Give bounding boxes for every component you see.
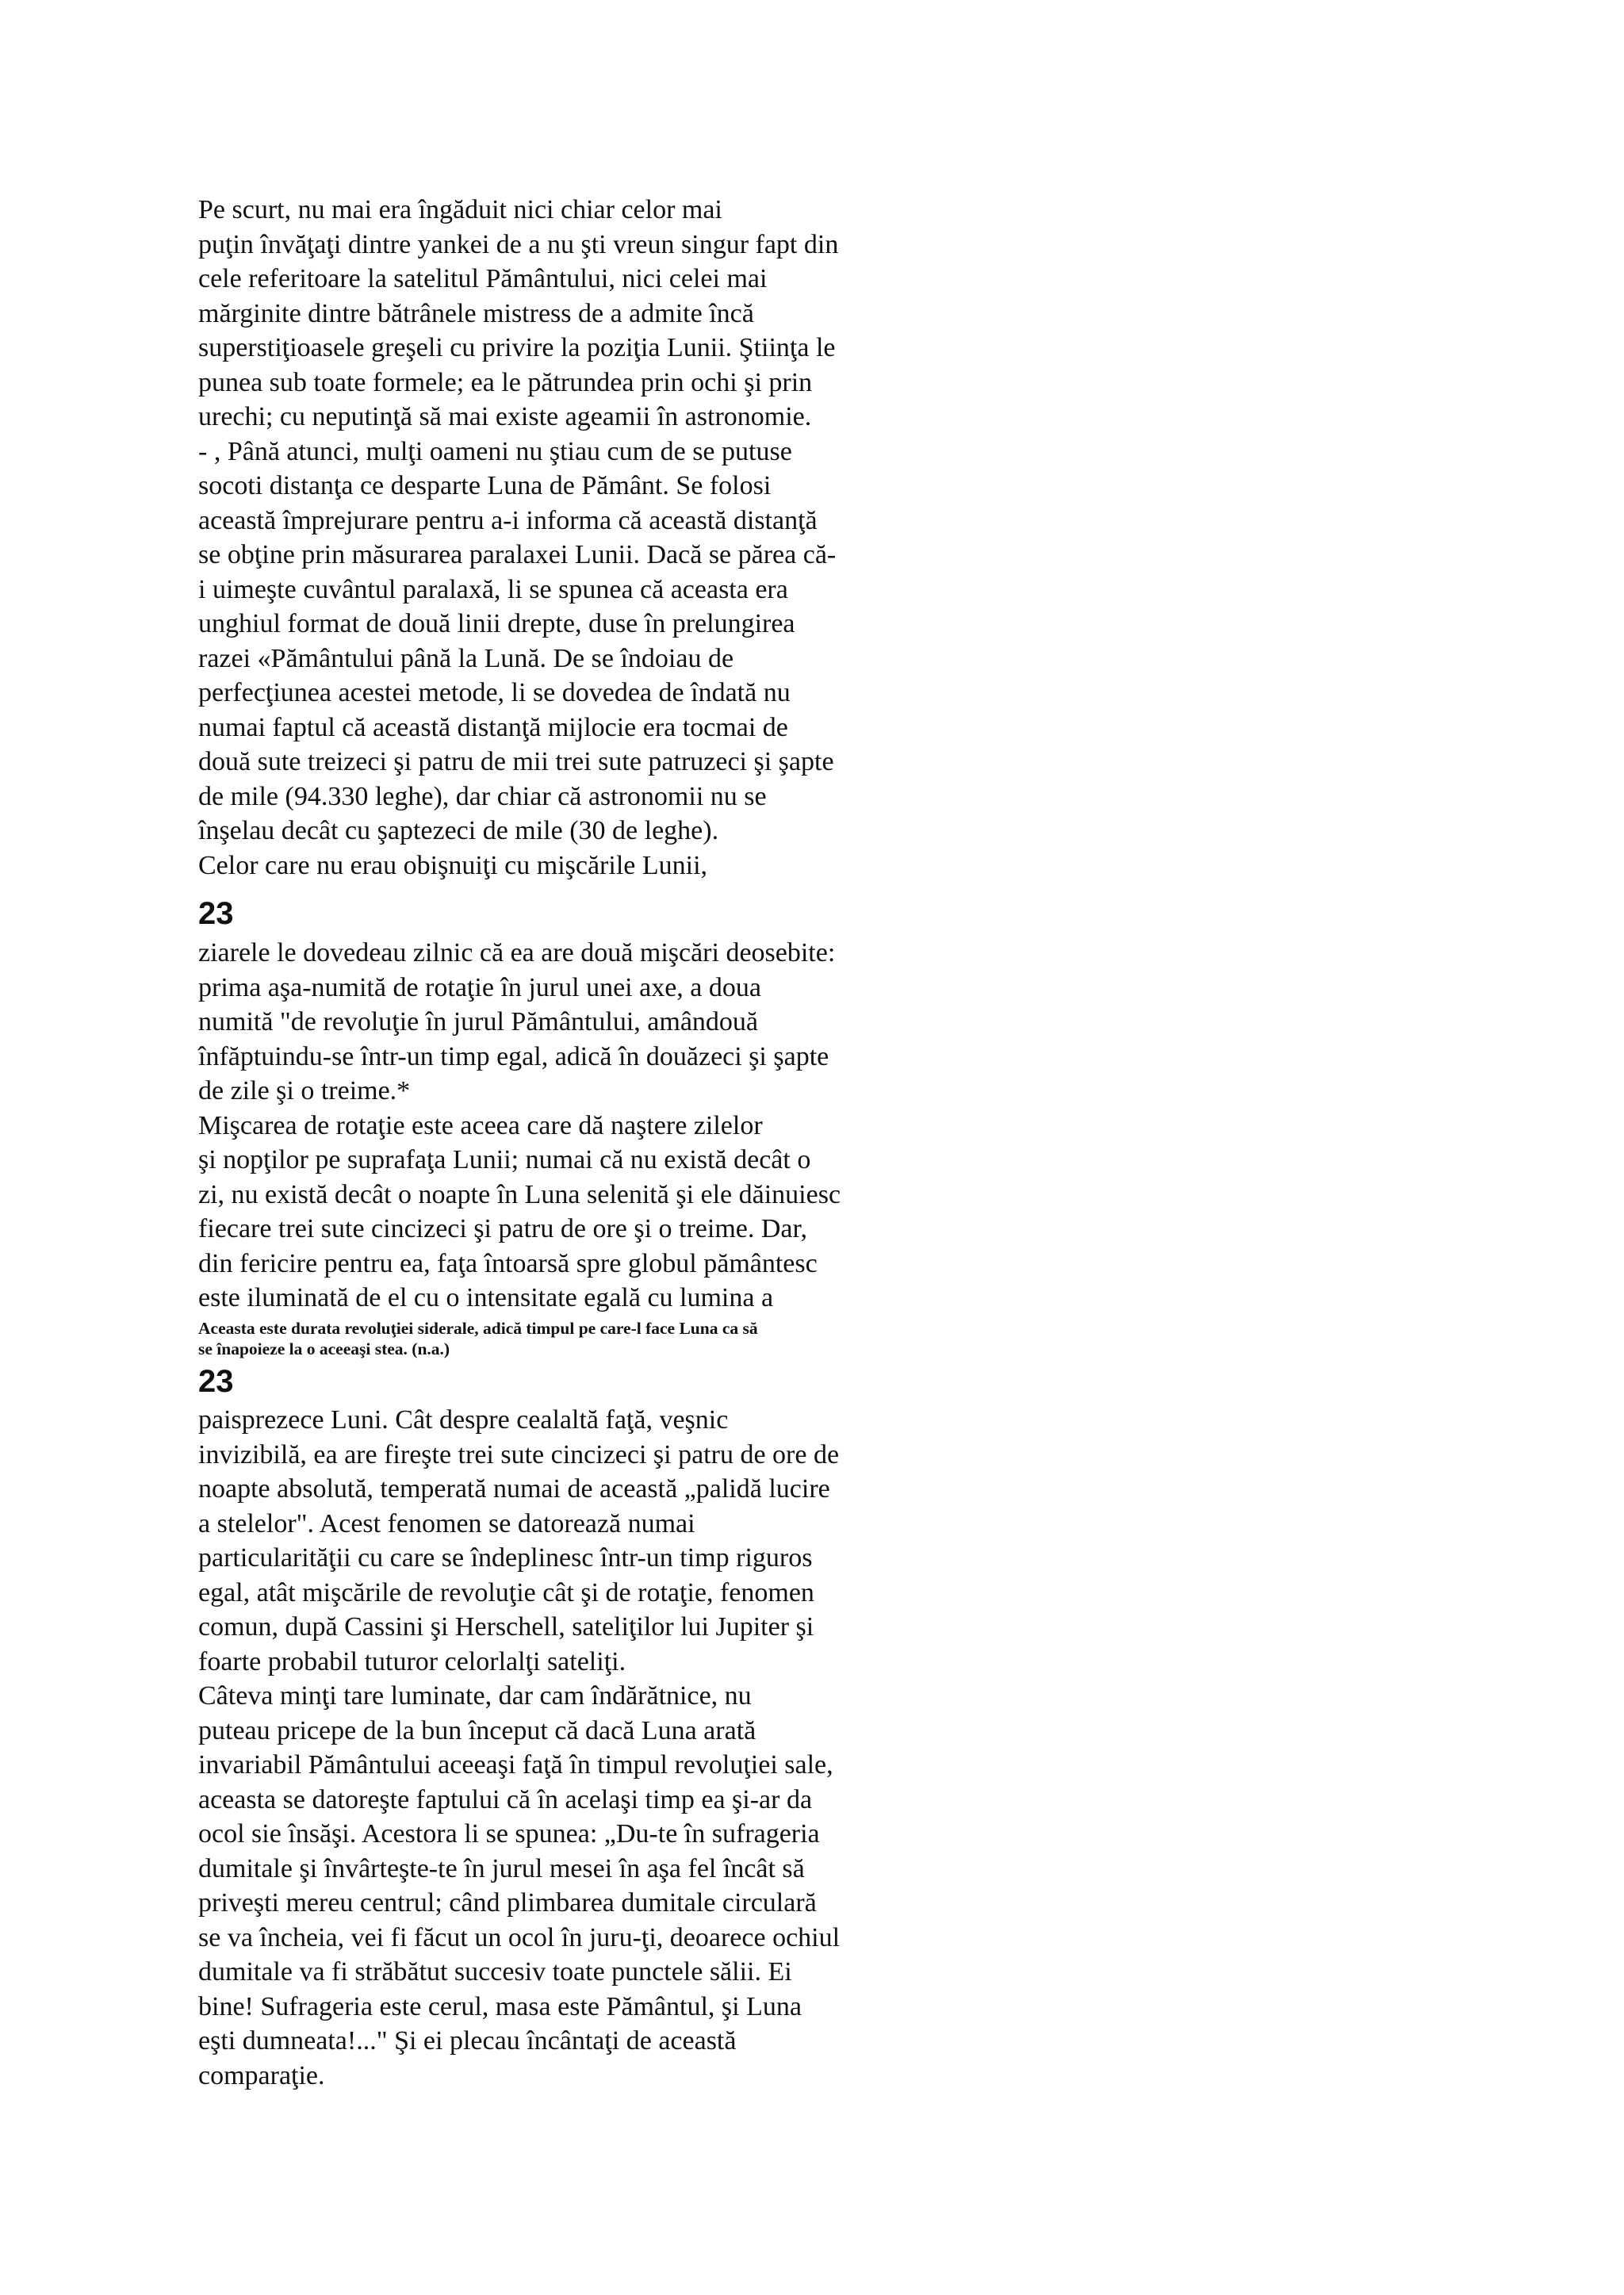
- page-number: 23: [198, 896, 234, 931]
- text-line: paisprezece Luni. Cât despre cealaltă faţă, veşnic: [198, 1405, 729, 1435]
- text-line: invariabil Pământului aceeaşi faţă în timpul revoluţiei sale,: [198, 1750, 833, 1780]
- text-line: şi nopţilor pe suprafaţa Lunii; numai că nu există decât o: [198, 1145, 811, 1174]
- text-line: înfăptuindu-se într-un timp egal, adică în douăzeci şi şapte: [198, 1041, 829, 1071]
- text-line: aceasta se datoreşte faptului că în acelaşi timp ea şi-ar da: [198, 1784, 813, 1814]
- text-line: bine! Sufrageria este cerul, masa este Pământul, şi Luna: [198, 1991, 802, 2021]
- text-line: numită "de revoluţie în jurul Pământului, amândouă: [198, 1007, 758, 1036]
- text-line: perfecţiunea acestei metode, li se dovedea de îndată nu: [198, 678, 791, 707]
- text-line: eşti dumneata!..." Şi ei plecau încântaţi de această: [198, 2026, 737, 2056]
- text-line: puţin învăţaţi dintre yankei de a nu şti vreun singur fapt din: [198, 229, 839, 259]
- text-line: două sute treizeci şi patru de mii trei sute patruzeci şi şapte: [198, 747, 834, 776]
- text-line: urechi; cu neputinţă să mai existe ageamii în astronomie.: [198, 402, 812, 431]
- text-line: unghiul format de două linii drepte, duse în prelungirea: [198, 609, 795, 638]
- text-line: comparaţie.: [198, 2060, 325, 2090]
- text-line: punea sub toate formele; ea le pătrundea prin ochi şi prin: [198, 367, 813, 397]
- text-line: numai faptul că această distanţă mijlocie era tocmai de: [198, 712, 788, 742]
- text-line: dumitale va fi străbătut succesiv toate punctele sălii. Ei: [198, 1957, 792, 1987]
- text-line: de zile şi o treime.*: [198, 1076, 411, 1105]
- text-line: superstiţioasele greşeli cu privire la poziţia Lunii. Ştiinţa le: [198, 333, 836, 362]
- text-line: Celor care nu erau obişnuiţi cu mişcările Lunii,: [198, 850, 708, 880]
- text-line: Câteva minţi tare luminate, dar cam îndărătnice, nu: [198, 1681, 752, 1711]
- text-line: din fericire pentru ea, faţa întoarsă spre globul pământesc: [198, 1248, 818, 1278]
- text-line: Pe scurt, nu mai era îngăduit nici chiar celor mai: [198, 195, 722, 224]
- text-line: se obţine prin măsurarea paralaxei Lunii. Dacă se părea că-: [198, 540, 837, 569]
- text-line: i uimeşte cuvântul paralaxă, li se spunea că aceasta era: [198, 574, 788, 604]
- text-line: prima aşa-numită de rotaţie în jurul unei axe, a doua: [198, 972, 761, 1002]
- text-line: această împrejurare pentru a-i informa că această distanţă: [198, 505, 818, 535]
- text-line: puteau pricepe de la bun început că dacă Luna arată: [198, 1715, 756, 1745]
- text-line: fiecare trei sute cincizeci şi patru de ore şi o treime. Dar,: [198, 1214, 807, 1243]
- text-line: mărginite dintre bătrânele mistress de a admite încă: [198, 298, 754, 328]
- footnote-line: se înapoieze la o aceeaşi stea. (n.a.): [198, 1339, 450, 1358]
- footnote-line: Aceasta este durata revoluţiei siderale, adică timpul pe care-l face Luna ca să: [198, 1319, 758, 1338]
- text-line: zi, nu există decât o noapte în Luna selenită şi ele dăinuiesc: [198, 1179, 841, 1209]
- text-line: foarte probabil tuturor celorlalţi sateliţi.: [198, 1646, 626, 1676]
- text-line: de mile (94.330 leghe), dar chiar că astronomii nu se: [198, 781, 767, 811]
- text-line: dumitale şi învârteşte-te în jurul mesei în aşa fel încât să: [198, 1853, 805, 1883]
- text-line: razei «Pământului până la Lună. De se îndoiau de: [198, 643, 734, 673]
- text-line: priveşti mereu centrul; când plimbarea dumitale circulară: [198, 1888, 817, 1918]
- page-number-block-2: [198, 1362, 1435, 1400]
- text-line: înşelau decât cu şaptezeci de mile (30 de leghe).: [198, 816, 719, 845]
- text-line: particularităţii cu care se îndeplinesc într-un timp riguros: [198, 1543, 813, 1573]
- text-line: invizibilă, ea are fireşte trei sute cincizeci şi patru de ore de: [198, 1439, 840, 1469]
- text-line: cele referitoare la satelitul Pământului, nici celei mai: [198, 264, 768, 293]
- page-number: 23: [198, 1364, 234, 1399]
- text-block-lower: [198, 1403, 1435, 2093]
- text-line: - , Până atunci, mulţi oameni nu ştiau cum de se putuse: [198, 436, 792, 466]
- text-line: Mişcarea de rotaţie este aceea care dă naştere zilelor: [198, 1110, 763, 1140]
- text-line: este iluminată de el cu o intensitate egală cu lumina a: [198, 1283, 774, 1312]
- footnote-block: [198, 1318, 1435, 1359]
- text-line: a stelelor". Acest fenomen se datorează numai: [198, 1508, 695, 1538]
- text-line: socoti distanţa ce desparte Luna de Pământ. Se folosi: [198, 471, 772, 500]
- text-block-middle: [198, 936, 1435, 1316]
- text-line: ziarele le dovedeau zilnic că ea are două mişcări deosebite:: [198, 938, 836, 967]
- text-line: comun, după Cassini şi Herschell, sateliţilor lui Jupiter şi: [198, 1612, 814, 1642]
- text-line: noapte absolută, temperată numai de această „palidă lucire: [198, 1474, 830, 1504]
- text-line: egal, atât mişcările de revoluţie cât şi de rotaţie, fenomen: [198, 1577, 814, 1607]
- text-block-upper: [198, 193, 1435, 883]
- page-number-block-1: [198, 895, 1435, 933]
- text-line: se va încheia, vei fi făcut un ocol în juru-ţi, deoarece ochiul: [198, 1922, 841, 1952]
- text-line: ocol sie însăşi. Acestora li se spunea: „Du-te în sufrageria: [198, 1819, 820, 1849]
